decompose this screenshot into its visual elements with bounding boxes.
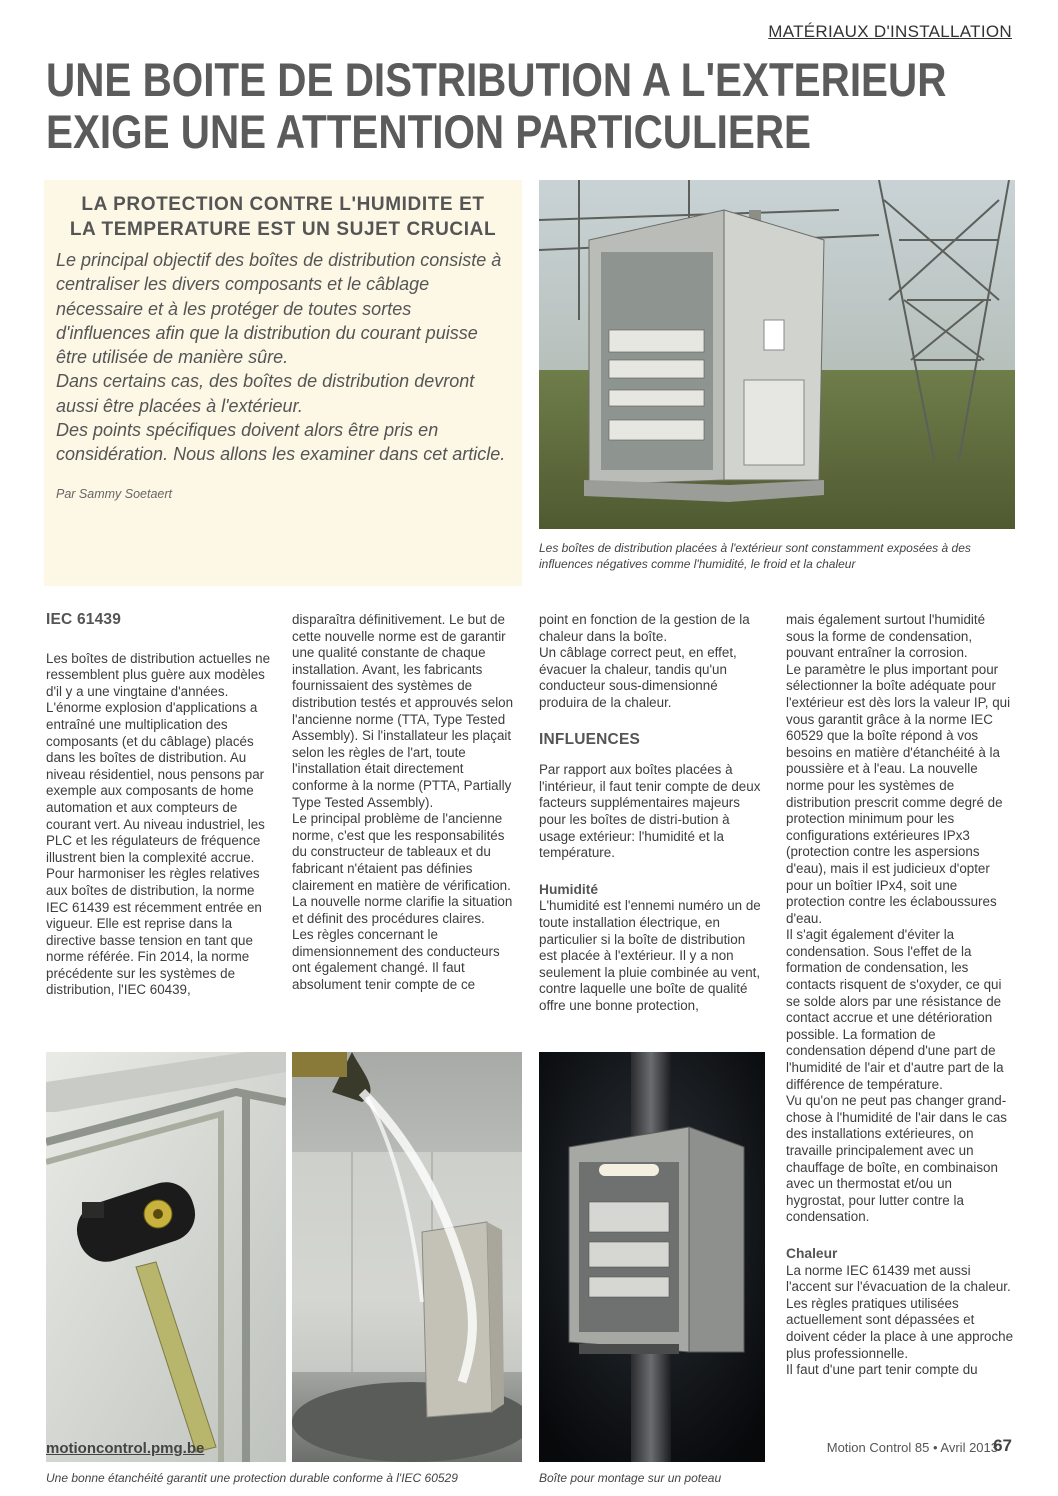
outdoor-cabinet-photo [539,180,1015,529]
intro-paragraph: Des points spécifiques doivent alors être pris en considération. Nous allons les examiner dans cet article. [56,420,506,465]
column-1 [46,612,274,999]
headline-line-1: UNE BOITE DE DISTRIBUTION A L'EXTERIEUR [46,53,947,106]
byline: Par Sammy Soetaert [56,486,173,501]
bottom-left-caption: Une bonne étanchéité garantit une protection durable conforme à l'IEC 60529 [46,1471,458,1485]
subheading-chaleur: Chaleur [786,1245,838,1261]
paragraph: disparaîtra définitivement. Le but de cette nouvelle norme est de garantir une qualité constante de chaque installation. Avant, les fabricants fournissaient des systèmes de distribution testés et approuvés selon l'ancienne norme (TTA, Type Tested Assembly). Si l'installateur les plaçait selon les règles de l'art, toute l'installation était directement conforme à la norme (PTTA, Partially Type Tested Assembly). [292,612,514,810]
water-spray-test-photo [292,1052,522,1462]
paragraph: mais également surtout l'humidité sous la forme de condensation, pouvant entraîner la corrosion. [786,612,986,661]
paragraph: Pour harmoniser les règles relatives aux boîtes de distribution, la norme IEC 61439 est récemment entrée en vigueur. Elle est reprise dans la directive basse tension en tant que norme référée. Fin 2014, la norme précédente sur les systèmes de distribution, l'IEC 60439, [46,866,262,998]
intro-box [44,180,522,586]
paragraph: point en fonction de la gestion de la chaleur dans la boîte. [539,612,750,644]
page-number: 67 [993,1436,1012,1455]
paragraph: Le paramètre le plus important pour sélectionner la boîte adéquate pour l'extérieur est dès lors la valeur IP, qui vous garantit grâce à la norme IEC 60529 que la boîte répond à vos besoins en matière d'étanchéité à la poussière et à l'eau. La nouvelle norme pour les systèmes de distribution prescrit comme degré de protection minimum pour les configurations extérieures IPx3 (protection contre les aspersions d'eau), mais il est judicieux d'opter pour un boîtier IPx4, soit une protection contre les éclaboussures d'eau. [786,661,1011,926]
column-2 [292,612,520,994]
paragraph: Vu qu'on ne peut pas changer grand-chose à l'humidité de l'air dans le cas des installations extérieures, on travaille principalement avec un chauffage de boîte, en combinaison avec un thermostat et/ou un hygrostat, pour lutter contre la condensation. [786,1093,1007,1225]
intro-title-line-2: LA TEMPERATURE EST UN SUJET CRUCIAL [69,219,497,240]
subheading-humidite: Humidité [539,881,599,897]
intro-paragraph: Le principal objectif des boîtes de distribution consiste à centraliser les divers composants et le câblage nécessaire et à les protéger de toutes sortes d'influences afin que la distribution du courant puisse être utilisée de manière sûre. [56,250,502,368]
section-label: MATÉRIAUX D'INSTALLATION [768,22,1012,41]
paragraph: La norme IEC 61439 met aussi l'accent sur l'évacuation de la chaleur. [786,1262,1011,1295]
paragraph: Un câblage correct peut, en effet, évacuer la chaleur, tandis qu'un conducteur sous-dimensionné produira de la chaleur. [539,645,737,710]
paragraph: Les règles pratiques utilisées actuellement sont dépassées et doivent céder la place à une approche plus professionnelle. [786,1295,1014,1361]
bottom-right-caption: Boîte pour montage sur un poteau [539,1471,722,1485]
footer-url[interactable]: motioncontrol.pmg.be [46,1440,205,1457]
enclosure-lock-photo [46,1052,286,1462]
paragraph: Les boîtes de distribution actuelles ne ressemblent plus guère aux modèles d'il y a une vingtaine d'années. L'énorme explosion d'applications a entraîné une multiplication des composants (et du câblage) placés dans les boîtes de distribution. Au niveau résidentiel, nous pensons par exemple aux composants de home automation et aux compteurs de courant vert. Au niveau industriel, les PLC et les régulateurs de fréquence illustrent bien la complexité accrue. [46,650,271,865]
column-3 [539,612,761,1014]
intro-title-line-1: LA PROTECTION CONTRE L'HUMIDITE ET [81,194,485,215]
paragraph: Il s'agit également d'éviter la condensation. Sous l'effet de la formation de condensation, les contacts risquent de s'oxyder, ce qui se solde alors par une résistance de contact accrue et une détérioration possible. La formation de condensation dépend d'une part de l'humidité de l'air et d'autre part de la différence de température. [786,927,1004,1092]
pole-mounted-box-photo [539,1052,765,1462]
headline [46,53,947,158]
top-photo-caption: Les boîtes de distribution placées à l'extérieur sont constamment exposées à des influences négatives comme l'humidité, le froid et la chaleur [539,541,971,571]
paragraph: Il faut d'une part tenir compte du [786,1362,978,1378]
paragraph: Les règles concernant le dimensionnement des conducteurs ont également changé. Il faut absolument tenir compte de ce [292,927,500,993]
intro-text [56,248,510,467]
intro-title [56,192,510,242]
footer-issue: Motion Control 85 • Avril 2013 [826,1440,998,1455]
column-4 [786,612,1014,1379]
heading-influences: INFLUENCES [539,730,641,748]
paragraph: L'humidité est l'ennemi numéro un de toute installation électrique, en particulier si la boîte de distribution est placée à l'extérieur. Il y a non seulement la pluie combinée au vent, contre laquelle une boîte de qualité offre une bonne protection, [539,898,761,1013]
headline-line-2: EXIGE UNE ATTENTION PARTICULIERE [46,105,812,158]
heading-iec-61439: IEC 61439 [46,611,122,628]
paragraph: Par rapport aux boîtes placées à l'intérieur, il faut tenir compte de deux facteurs supplémentaires majeurs pour les boîtes de distri-bution à usage extérieur: l'humidité et la température. [539,762,761,861]
intro-paragraph: Dans certains cas, des boîtes de distribution devront aussi être placées à l'extérieur. [56,371,475,416]
paragraph: Le principal problème de l'ancienne norme, c'est que les responsabilités du constructeur de tableaux et du fabricant n'étaient pas définies clairement en matière de vérification. La nouvelle norme clarifie la situation et définit des procédures claires. [292,811,513,926]
